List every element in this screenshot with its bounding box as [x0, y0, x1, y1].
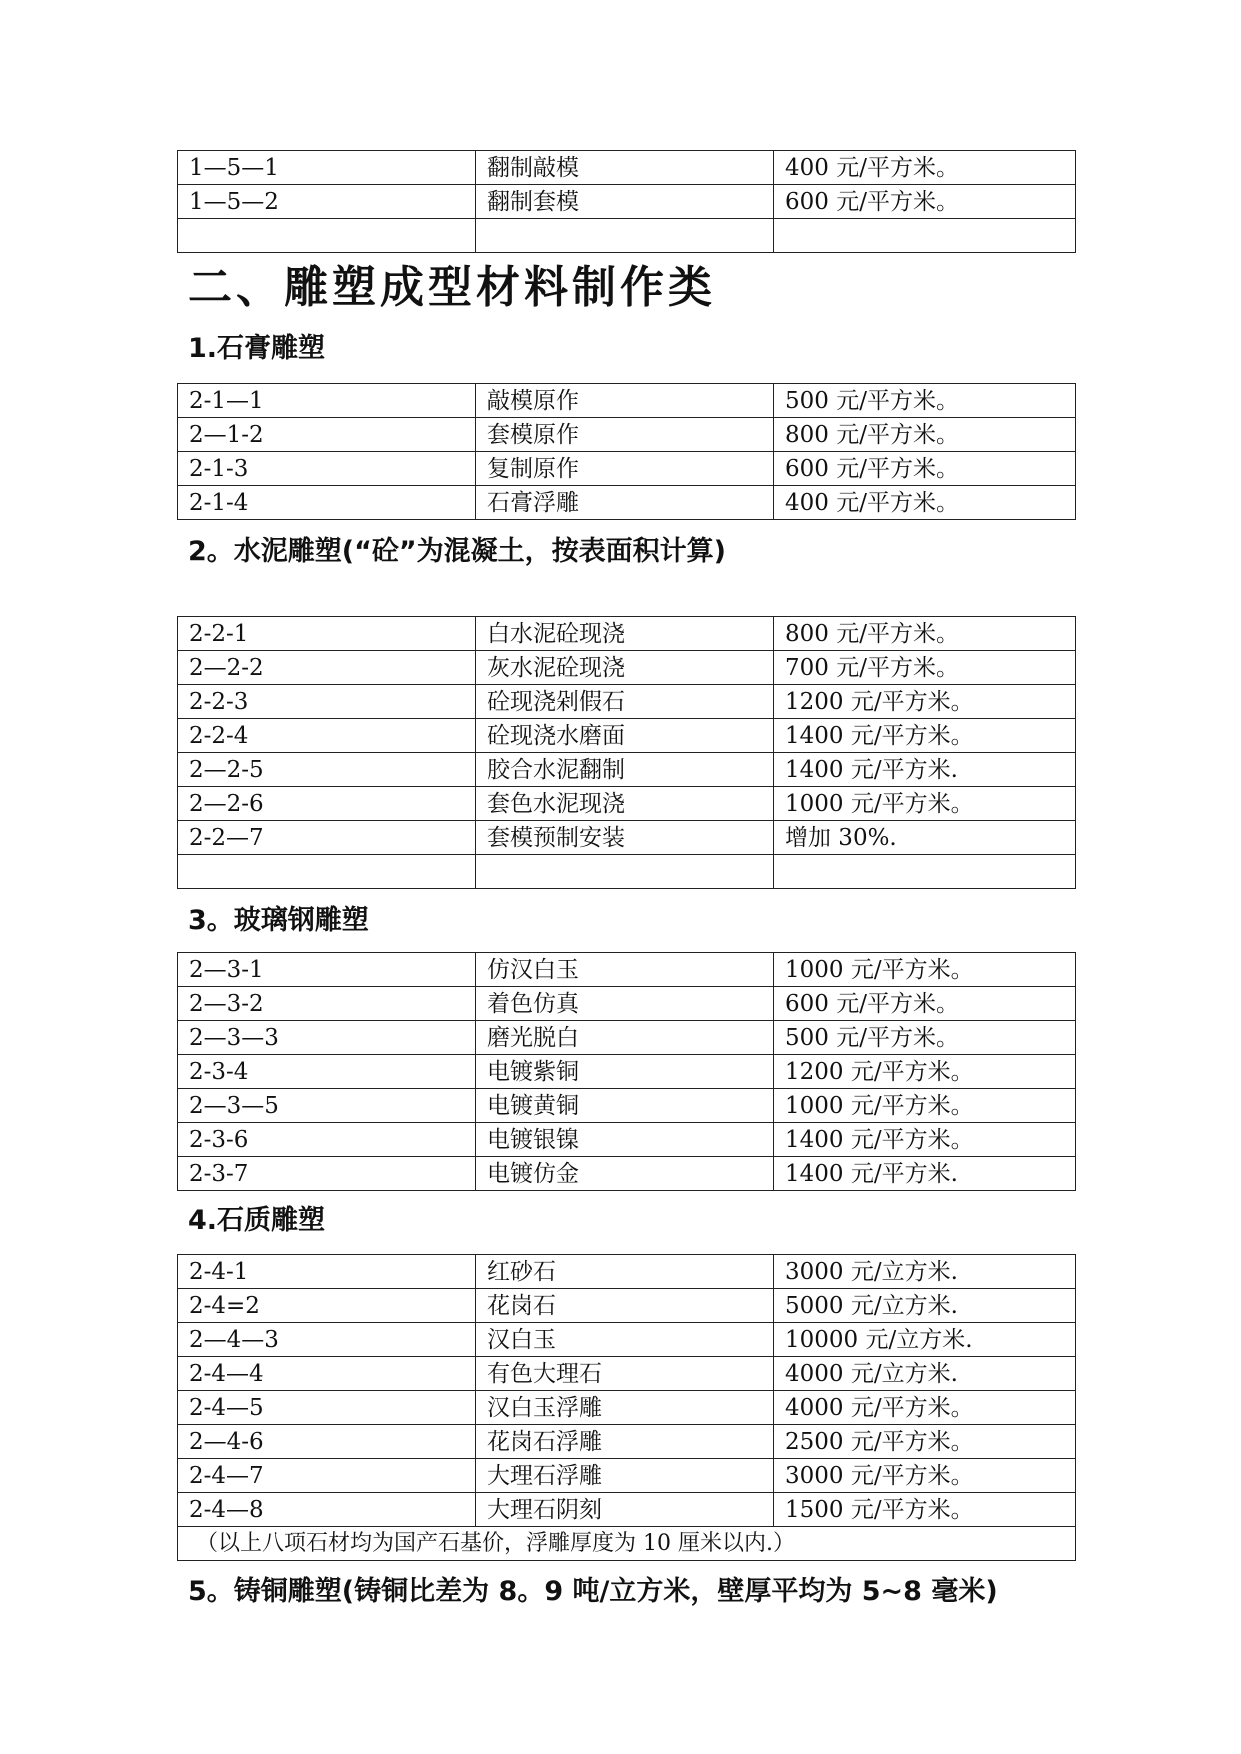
- table-row: [178, 486, 1076, 520]
- table-row: [178, 821, 1076, 855]
- item-name-cell: 翻制套模: [476, 185, 774, 219]
- item-price-cell: 1200 元/平方米。: [774, 1055, 1076, 1089]
- item-code-cell: 2—4—3: [178, 1323, 476, 1357]
- item-code-cell: 2—3—3: [178, 1021, 476, 1055]
- item-name-cell: 套模预制安装: [476, 821, 774, 855]
- table-row: [178, 685, 1076, 719]
- item-price-cell: 1400 元/平方米。: [774, 719, 1076, 753]
- table-row: [178, 452, 1076, 486]
- item-name-cell: 有色大理石: [476, 1357, 774, 1391]
- subsection-fiberglass: 3。玻璃钢雕塑: [188, 905, 369, 936]
- table-row: [178, 185, 1076, 219]
- item-code-cell: 2—2-2: [178, 651, 476, 685]
- table-row: [178, 1323, 1076, 1357]
- item-code-cell: 2-2-1: [178, 617, 476, 651]
- price-table-stone: [177, 1254, 1076, 1561]
- item-price-cell: 4000 元/立方米.: [774, 1357, 1076, 1391]
- item-code-cell: 2-2—7: [178, 821, 476, 855]
- item-name-cell: [476, 219, 774, 253]
- table-row: [178, 1021, 1076, 1055]
- item-name-cell: 电镀仿金: [476, 1157, 774, 1191]
- table-row: [178, 1425, 1076, 1459]
- item-price-cell: 600 元/平方米。: [774, 987, 1076, 1021]
- item-price-cell: 400 元/平方米。: [774, 151, 1076, 185]
- table-row: [178, 1459, 1076, 1493]
- item-code-cell: 2-3-6: [178, 1123, 476, 1157]
- item-price-cell: 400 元/平方米。: [774, 486, 1076, 520]
- table-row: [178, 151, 1076, 185]
- item-code-cell: 2-2-4: [178, 719, 476, 753]
- item-price-cell: 1200 元/平方米。: [774, 685, 1076, 719]
- item-name-cell: 电镀黄铜: [476, 1089, 774, 1123]
- subsection-plaster: 1.石膏雕塑: [188, 333, 326, 364]
- item-price-cell: 1400 元/平方米.: [774, 753, 1076, 787]
- item-name-cell: 红砂石: [476, 1255, 774, 1289]
- item-name-cell: 大理石阴刻: [476, 1493, 774, 1527]
- item-price-cell: 1500 元/平方米。: [774, 1493, 1076, 1527]
- price-table-plaster: [177, 383, 1076, 520]
- item-code-cell: 2-4=2: [178, 1289, 476, 1323]
- table-row: [178, 987, 1076, 1021]
- item-name-cell: 石膏浮雕: [476, 486, 774, 520]
- item-code-cell: 2-2-3: [178, 685, 476, 719]
- table-row: [178, 1493, 1076, 1527]
- item-price-cell: 增加 30%.: [774, 821, 1076, 855]
- item-code-cell: 2-3-7: [178, 1157, 476, 1191]
- table-row: [178, 719, 1076, 753]
- item-code-cell: [178, 219, 476, 253]
- item-code-cell: 2-1-3: [178, 452, 476, 486]
- subsection-cement: 2。水泥雕塑(“砼”为混凝土，按表面积计算): [188, 536, 726, 567]
- item-name-cell: 磨光脱白: [476, 1021, 774, 1055]
- table-row: [178, 651, 1076, 685]
- item-price-cell: 3000 元/平方米。: [774, 1459, 1076, 1493]
- item-code-cell: 2-1—1: [178, 384, 476, 418]
- item-price-cell: 800 元/平方米。: [774, 418, 1076, 452]
- item-code-cell: 2-4—8: [178, 1493, 476, 1527]
- price-table-1-5: [177, 150, 1076, 253]
- item-name-cell: 花岗石: [476, 1289, 774, 1323]
- item-name-cell: 套模原作: [476, 418, 774, 452]
- item-code-cell: 2—1-2: [178, 418, 476, 452]
- table-row: [178, 1055, 1076, 1089]
- price-table-fiberglass: [177, 952, 1076, 1191]
- item-name-cell: 电镀紫铜: [476, 1055, 774, 1089]
- item-price-cell: 600 元/平方米。: [774, 452, 1076, 486]
- item-name-cell: 仿汉白玉: [476, 953, 774, 987]
- item-code-cell: 2-1-4: [178, 486, 476, 520]
- item-price-cell: 2500 元/平方米。: [774, 1425, 1076, 1459]
- table-row: [178, 1157, 1076, 1191]
- item-price-cell: 4000 元/平方米。: [774, 1391, 1076, 1425]
- table-row: [178, 953, 1076, 987]
- item-code-cell: 2—4-6: [178, 1425, 476, 1459]
- table-row: [178, 1255, 1076, 1289]
- item-code-cell: 1—5—1: [178, 151, 476, 185]
- item-name-cell: 胶合水泥翻制: [476, 753, 774, 787]
- item-name-cell: 砼现浇水磨面: [476, 719, 774, 753]
- item-code-cell: 2—3-1: [178, 953, 476, 987]
- item-price-cell: 600 元/平方米。: [774, 185, 1076, 219]
- subsection-stone: 4.石质雕塑: [188, 1205, 326, 1236]
- item-code-cell: 2—2-5: [178, 753, 476, 787]
- table-row: [178, 418, 1076, 452]
- item-price-cell: 500 元/平方米。: [774, 1021, 1076, 1055]
- item-code-cell: 2—2-6: [178, 787, 476, 821]
- item-price-cell: [774, 219, 1076, 253]
- item-name-cell: 灰水泥砼现浇: [476, 651, 774, 685]
- table-row: [178, 855, 1076, 889]
- table-note: （以上八项石材均为国产石基价，浮雕厚度为 10 厘米以内.）: [178, 1527, 1076, 1561]
- item-name-cell: 白水泥砼现浇: [476, 617, 774, 651]
- table-row: [178, 753, 1076, 787]
- item-code-cell: [178, 855, 476, 889]
- item-code-cell: 2—3-2: [178, 987, 476, 1021]
- table-row: [178, 1391, 1076, 1425]
- item-price-cell: 5000 元/立方米.: [774, 1289, 1076, 1323]
- item-name-cell: 汉白玉浮雕: [476, 1391, 774, 1425]
- item-code-cell: 1—5—2: [178, 185, 476, 219]
- table-note-row: [178, 1527, 1076, 1561]
- item-name-cell: 汉白玉: [476, 1323, 774, 1357]
- item-name-cell: 大理石浮雕: [476, 1459, 774, 1493]
- item-name-cell: 翻制敲模: [476, 151, 774, 185]
- item-code-cell: 2-4—4: [178, 1357, 476, 1391]
- item-price-cell: 1000 元/平方米。: [774, 787, 1076, 821]
- table-row: [178, 219, 1076, 253]
- item-code-cell: 2-4—5: [178, 1391, 476, 1425]
- item-price-cell: 1000 元/平方米。: [774, 953, 1076, 987]
- item-name-cell: [476, 855, 774, 889]
- table-row: [178, 617, 1076, 651]
- subsection-bronze: 5。铸铜雕塑(铸铜比差为 8。9 吨/立方米，壁厚平均为 5~8 毫米): [188, 1576, 998, 1607]
- section-title: 二、雕塑成型材料制作类: [188, 262, 716, 313]
- item-name-cell: 电镀银镍: [476, 1123, 774, 1157]
- table-row: [178, 1123, 1076, 1157]
- item-name-cell: 复制原作: [476, 452, 774, 486]
- item-price-cell: 1400 元/平方米.: [774, 1157, 1076, 1191]
- item-price-cell: 1000 元/平方米。: [774, 1089, 1076, 1123]
- item-code-cell: 2-3-4: [178, 1055, 476, 1089]
- item-price-cell: 500 元/平方米。: [774, 384, 1076, 418]
- item-name-cell: 花岗石浮雕: [476, 1425, 774, 1459]
- item-price-cell: 3000 元/立方米.: [774, 1255, 1076, 1289]
- item-price-cell: 1400 元/平方米。: [774, 1123, 1076, 1157]
- table-row: [178, 384, 1076, 418]
- table-row: [178, 787, 1076, 821]
- item-name-cell: 着色仿真: [476, 987, 774, 1021]
- item-name-cell: 砼现浇剁假石: [476, 685, 774, 719]
- item-code-cell: 2-4-1: [178, 1255, 476, 1289]
- item-price-cell: [774, 855, 1076, 889]
- table-row: [178, 1357, 1076, 1391]
- item-price-cell: 700 元/平方米。: [774, 651, 1076, 685]
- item-price-cell: 10000 元/立方米.: [774, 1323, 1076, 1357]
- price-table-cement: [177, 616, 1076, 889]
- item-code-cell: 2—3—5: [178, 1089, 476, 1123]
- item-name-cell: 敲模原作: [476, 384, 774, 418]
- item-name-cell: 套色水泥现浇: [476, 787, 774, 821]
- table-row: [178, 1089, 1076, 1123]
- table-row: [178, 1289, 1076, 1323]
- item-code-cell: 2-4—7: [178, 1459, 476, 1493]
- item-price-cell: 800 元/平方米。: [774, 617, 1076, 651]
